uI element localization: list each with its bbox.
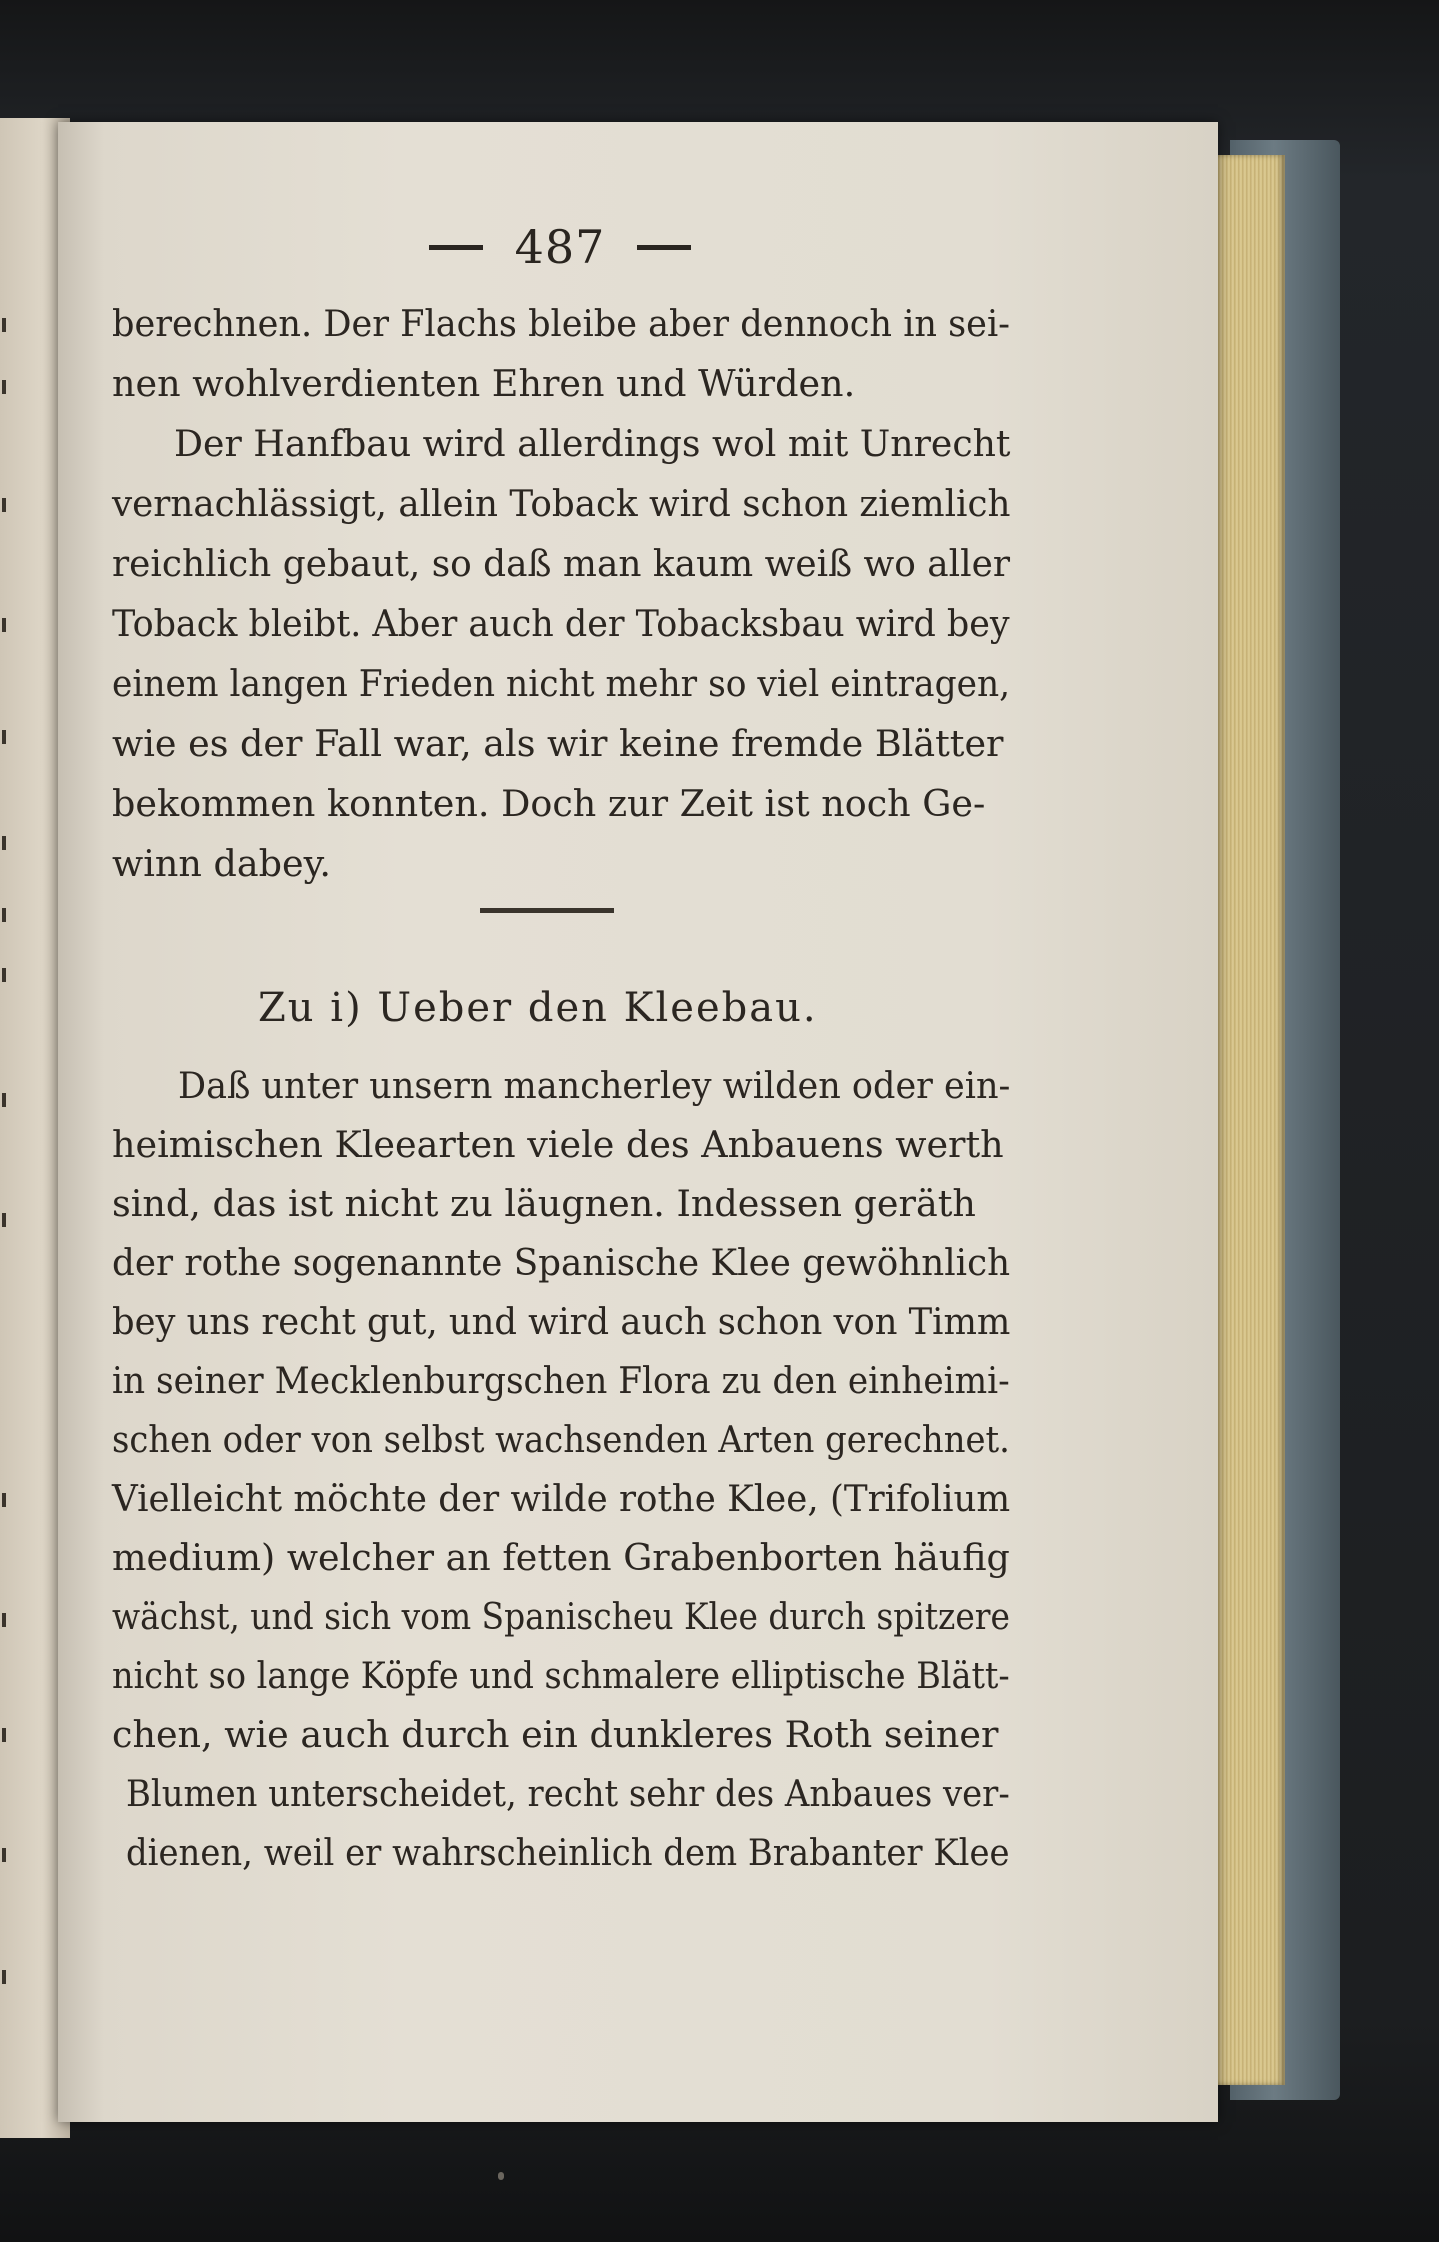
text-line: dienen, weil er wahrscheinlich dem Brabanter Klee — [126, 1831, 1010, 1874]
left-page-mark — [2, 498, 6, 512]
text-line: chen, wie auch durch ein dunkleres Roth seiner — [112, 1713, 999, 1756]
text-line: sind, das ist nicht zu läugnen. Indessen geräth — [112, 1182, 976, 1225]
section-rule — [480, 908, 614, 913]
text-line: Toback bleibt. Aber auch der Tobacksbau wird bey — [112, 602, 1010, 645]
left-page-mark — [2, 1728, 6, 1742]
text-line: vernachlässigt, allein Toback wird schon ziemlich — [112, 482, 1011, 525]
text-line: Daß unter unsern mancherley wilden oder ein- — [178, 1064, 1011, 1107]
left-page-mark — [2, 1970, 6, 1984]
text-line: Vielleicht möchte der wilde rothe Klee, (Trifolium — [112, 1477, 1011, 1520]
bottom-speck — [498, 2172, 504, 2180]
text-line: schen oder von selbst wachsenden Arten gerechnet. — [112, 1418, 1010, 1461]
text-line: heimischen Kleearten viele des Anbauens werth — [112, 1123, 1004, 1166]
text-line: berechnen. Der Flachs bleibe aber dennoch in sei- — [112, 302, 1011, 345]
text-line: reichlich gebaut, so daß man kaum weiß wo aller — [112, 542, 1011, 585]
text-line: nicht so lange Köpfe und schmalere elliptische Blätt- — [112, 1654, 1010, 1697]
page-header — [400, 212, 720, 282]
left-page-mark — [2, 968, 6, 982]
text-line: Blumen unterscheidet, recht sehr des Anbaues ver- — [126, 1772, 1010, 1815]
page-number: 487 — [514, 220, 606, 274]
left-page-mark — [2, 1213, 6, 1227]
header-dash-right — [637, 245, 691, 250]
text-line: einem langen Frieden nicht mehr so viel eintragen, — [112, 662, 1011, 705]
left-page-mark — [2, 318, 6, 332]
text-line: bey uns recht gut, und wird auch schon von Timm — [112, 1300, 1011, 1343]
header-dash-left — [429, 245, 483, 250]
text-line: wächst, und sich vom Spanischeu Klee durch spitzere — [112, 1595, 1010, 1638]
left-page-mark — [2, 908, 6, 922]
text-line: in seiner Mecklenburgschen Flora zu den einheimi- — [112, 1359, 1010, 1402]
left-page-mark — [2, 1613, 6, 1627]
left-page-mark — [2, 730, 6, 744]
text-line: der rothe sogenannte Spanische Klee gewöhnlich — [112, 1241, 1011, 1284]
text-line: nen wohlverdienten Ehren und Würden. — [112, 362, 856, 405]
left-page-mark — [2, 1093, 6, 1107]
left-page-mark — [2, 836, 6, 850]
text-line: winn dabey. — [112, 842, 331, 885]
text-line: wie es der Fall war, als wir keine fremde Blätter — [112, 722, 1004, 765]
left-page-mark — [2, 380, 6, 394]
left-page-mark — [2, 1493, 6, 1507]
text-line: bekommen konnten. Doch zur Zeit ist noch Ge- — [112, 782, 986, 825]
text-line: Der Hanfbau wird allerdings wol mit Unrecht — [174, 422, 1011, 465]
left-page-mark — [2, 1848, 6, 1862]
left-page-mark — [2, 618, 6, 632]
text-line: medium) welcher an fetten Grabenborten häufig — [112, 1536, 1010, 1579]
section-heading: Zu i) Ueber den Kleebau. — [258, 985, 818, 1031]
